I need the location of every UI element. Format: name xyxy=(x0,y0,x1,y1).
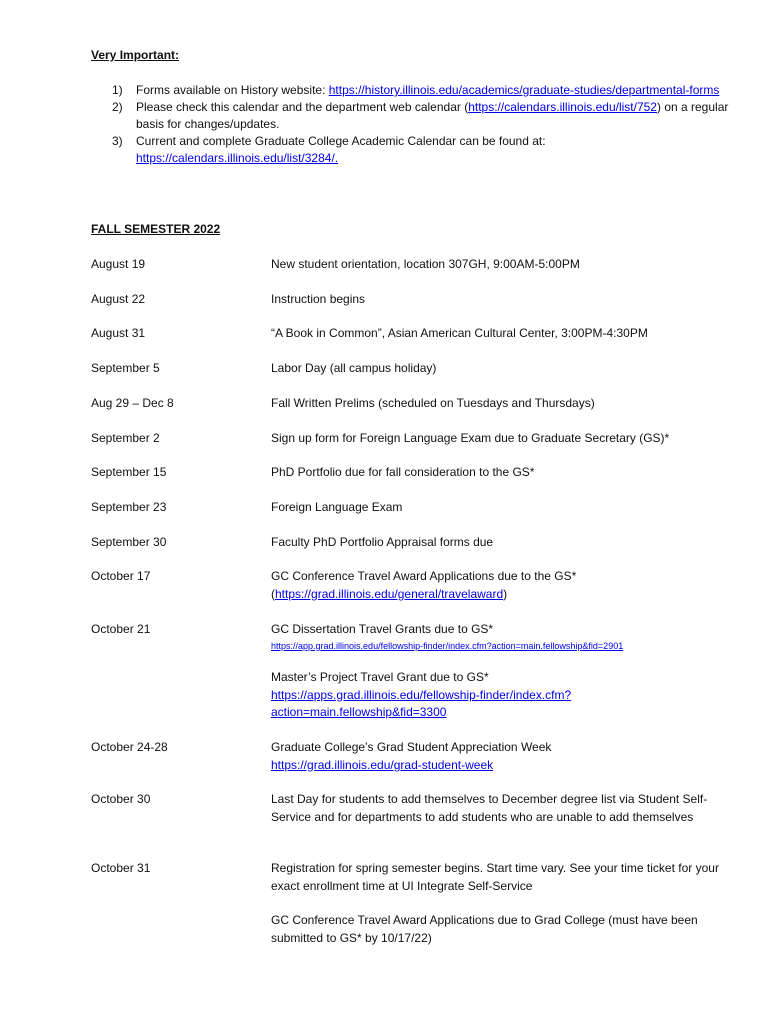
row-description: Sign up form for Foreign Language Exam due to Graduate Secretary (GS)* xyxy=(271,431,670,445)
row-description: Registration for spring semester begins. Start time vary. See your time ticket for your exact enrollment time at UI Integrate Self-Service xyxy=(271,861,719,893)
row-date: August 19 xyxy=(91,257,146,271)
row-description: “A Book in Common”, Asian American Cultural Center, 3:00PM-4:30PM xyxy=(271,326,648,340)
row-text: Graduate College’s Grad Student Appreciation Week xyxy=(271,740,552,754)
travel-award-link[interactable]: https://grad.illinois.edu/general/travelaward xyxy=(275,586,504,601)
row-description xyxy=(271,568,726,603)
row-date: October 30 xyxy=(91,792,151,806)
very-important-heading: Very Important: xyxy=(91,48,180,62)
row-date: September 2 xyxy=(91,431,160,445)
row-description xyxy=(271,739,726,774)
masters-travel-grant-block xyxy=(271,669,726,722)
row-text: GC Conference Travel Award Applications due to the GS* xyxy=(271,569,577,583)
note-item xyxy=(91,99,731,133)
row-date: September 5 xyxy=(91,361,160,375)
conference-award-grad-college-block xyxy=(271,912,726,947)
row-description: Labor Day (all campus holiday) xyxy=(271,361,437,375)
row-description: Faculty PhD Portfolio Appraisal forms due xyxy=(271,535,494,549)
row-date: Aug 29 – Dec 8 xyxy=(91,396,174,410)
note-item xyxy=(91,133,731,167)
row-date: October 21 xyxy=(91,622,151,636)
fall-semester-heading: FALL SEMESTER 2022 xyxy=(91,222,221,236)
row-description: Fall Written Prelims (scheduled on Tuesdays and Thursdays) xyxy=(271,396,595,410)
row-text: GC Dissertation Travel Grants due to GS* xyxy=(271,622,494,636)
row-description: New student orientation, location 307GH, 9:00AM-5:00PM xyxy=(271,257,580,271)
note-item xyxy=(91,82,731,99)
paren-close: ) xyxy=(503,586,508,601)
grad-student-week-link[interactable]: https://grad.illinois.edu/grad-student-week xyxy=(271,757,494,772)
dissertation-travel-link[interactable]: https://app.grad.illinois.edu/fellowship-finder/index.cfm?action=main.fellowship&fid=2901 xyxy=(271,640,624,651)
row-date: September 30 xyxy=(91,535,167,549)
paren-open: ( xyxy=(271,586,275,601)
note-number: 3) xyxy=(112,134,123,148)
row-text: Master’s Project Travel Grant due to GS* xyxy=(271,670,489,684)
row-date: September 15 xyxy=(91,465,167,479)
important-notes-list xyxy=(91,82,731,167)
row-date: September 23 xyxy=(91,500,167,514)
row-date: August 31 xyxy=(91,326,146,340)
row-text: GC Conference Travel Award Applications due to Grad College (must have been submitted to GS* by 10/17/22) xyxy=(271,913,698,945)
note-text: Forms available on History website: xyxy=(136,83,329,97)
masters-travel-link[interactable]: https://apps.grad.illinois.edu/fellowship-finder/index.cfm?action=main.fellowship&fid=3300 xyxy=(271,687,572,719)
row-description: PhD Portfolio due for fall consideration to the GS* xyxy=(271,465,535,479)
note-number: 1) xyxy=(112,83,123,97)
note-text: Please check this calendar and the department web calendar ( xyxy=(136,100,469,114)
row-date: October 31 xyxy=(91,861,151,875)
note-text: Current and complete Graduate College Academic Calendar can be found at: xyxy=(136,134,546,148)
note-number: 2) xyxy=(112,100,123,114)
row-description: Foreign Language Exam xyxy=(271,500,403,514)
row-date: August 22 xyxy=(91,292,146,306)
department-calendar-link[interactable]: https://calendars.illinois.edu/list/752 xyxy=(468,100,657,114)
row-date: October 24-28 xyxy=(91,740,168,754)
note-text-after: ) on a regular basis for changes/updates. xyxy=(136,100,729,131)
academic-calendar-link[interactable]: https://calendars.illinois.edu/list/3284/. xyxy=(136,151,339,165)
row-description xyxy=(271,621,726,653)
row-description: Instruction begins xyxy=(271,292,366,306)
row-date: October 17 xyxy=(91,569,151,583)
row-description: Last Day for students to add themselves to December degree list via Student Self-Service and for departments to add students who are unable to add themselves xyxy=(271,792,708,824)
history-forms-link[interactable]: https://history.illinois.edu/academics/graduate-studies/departmental-forms xyxy=(328,83,720,97)
